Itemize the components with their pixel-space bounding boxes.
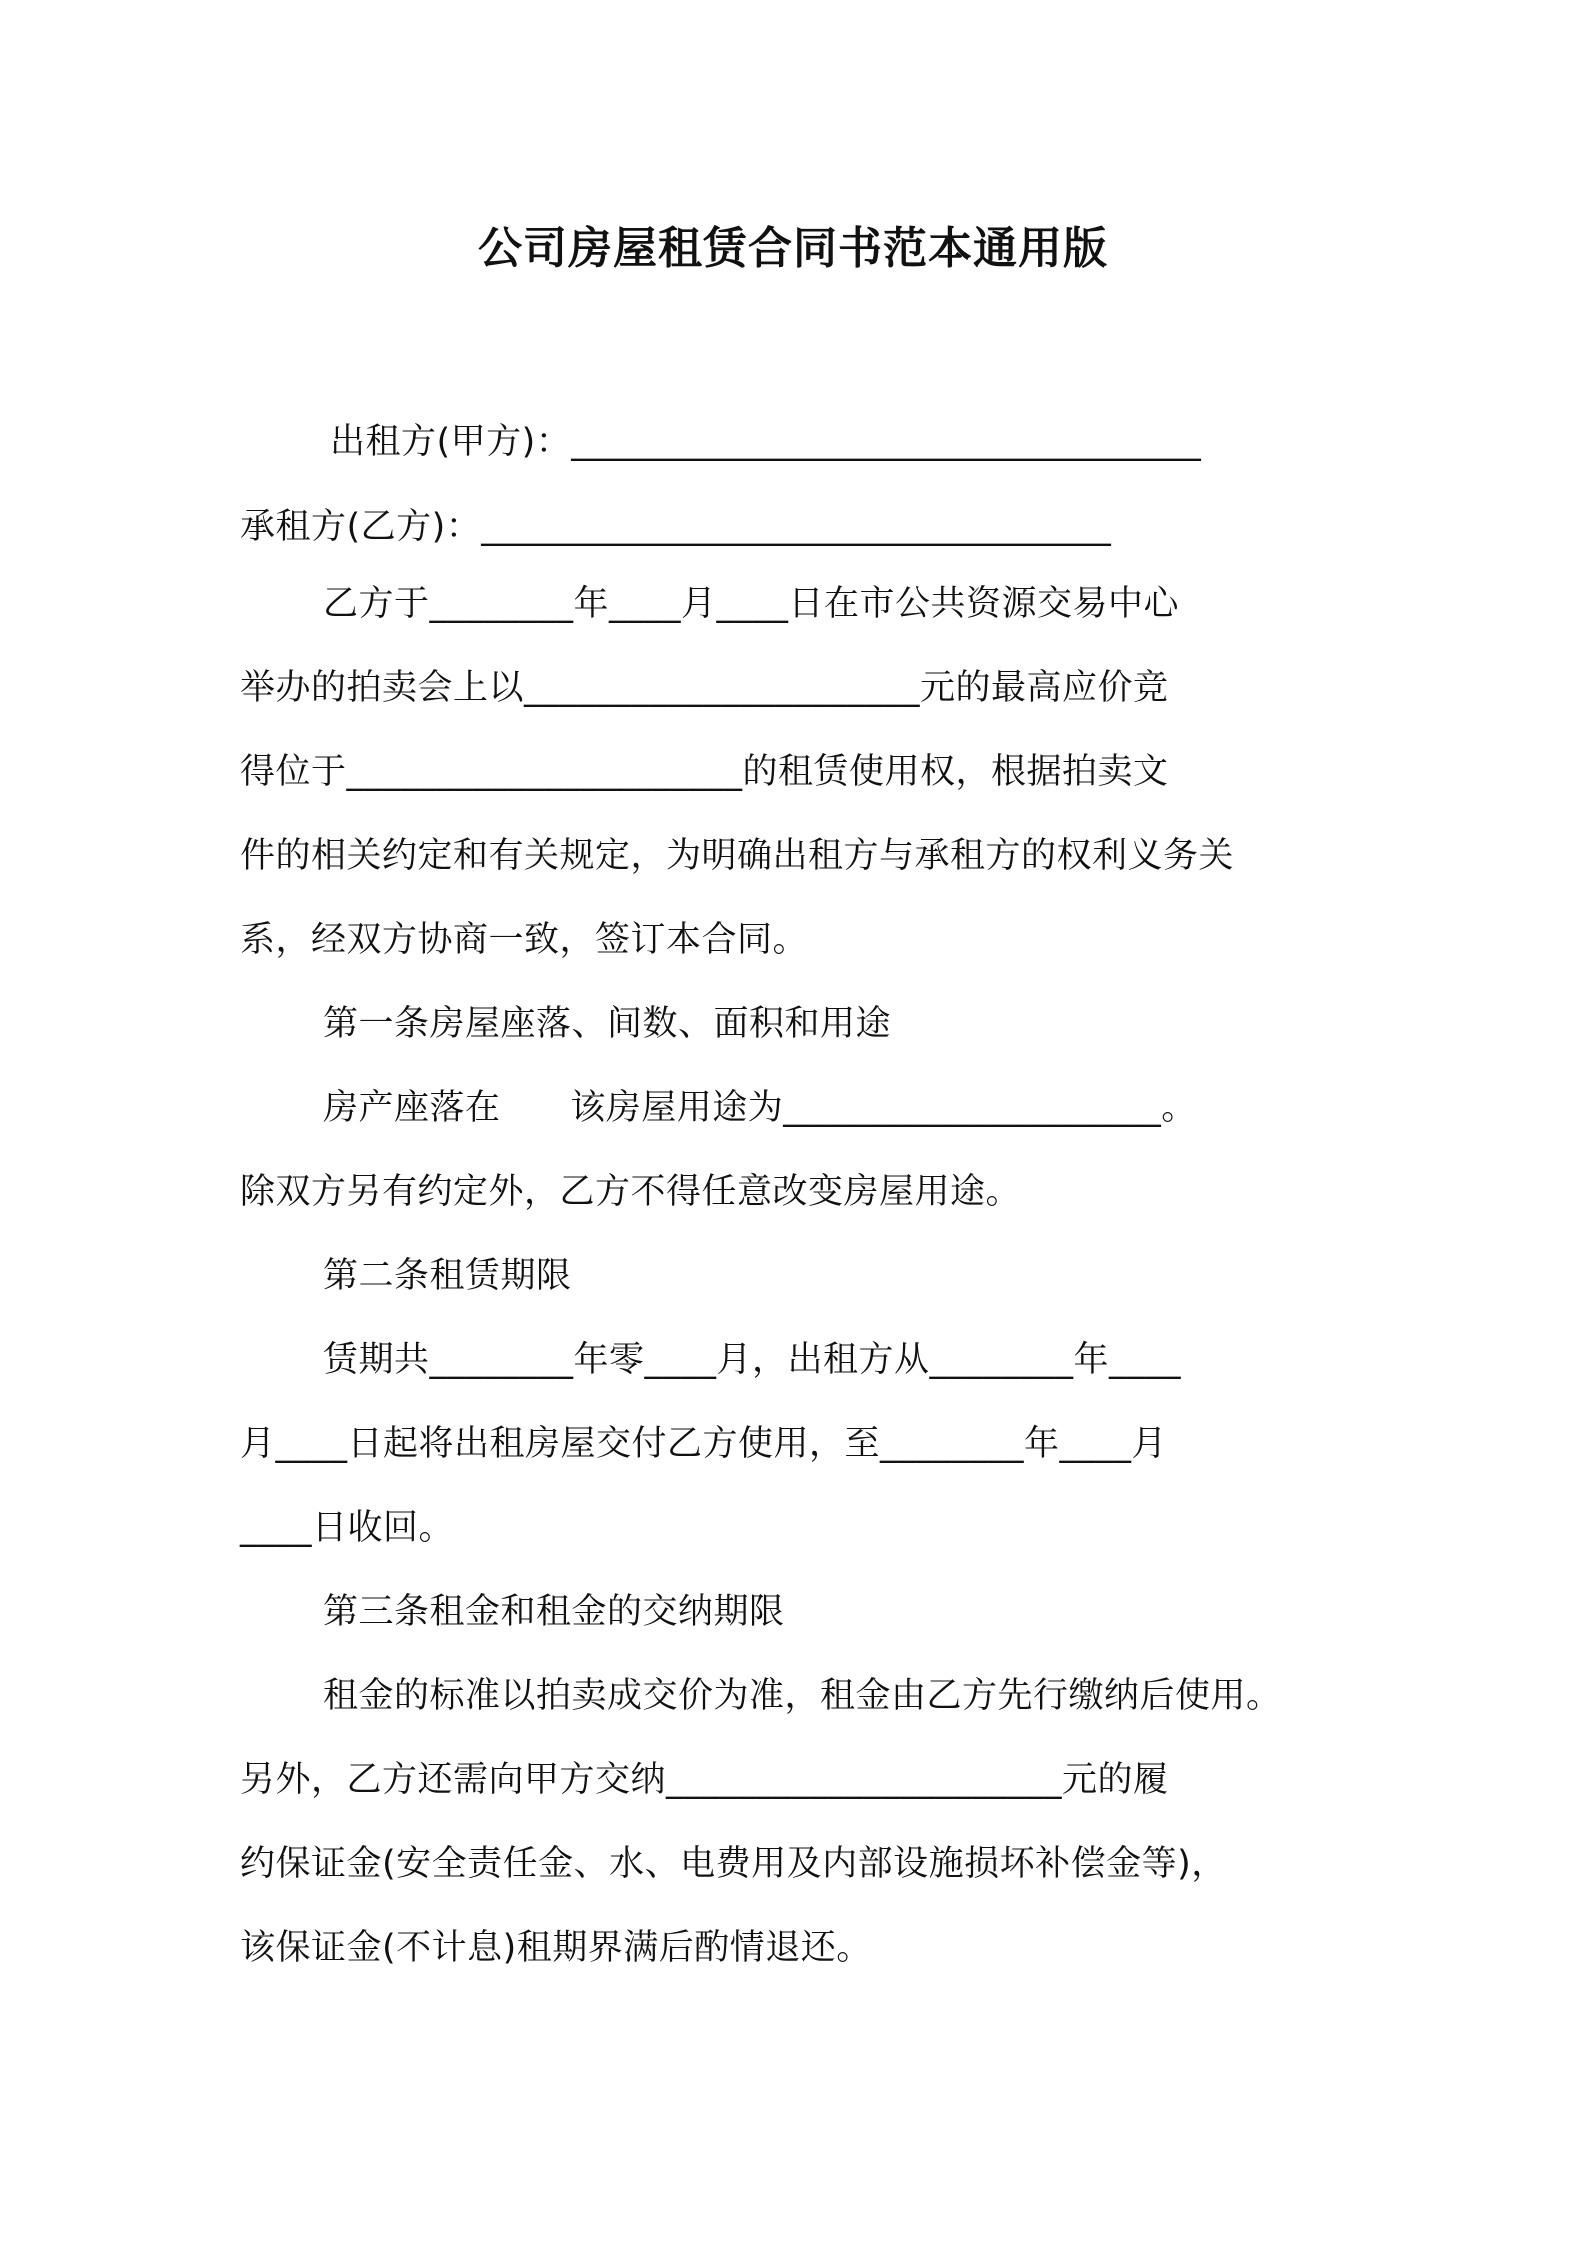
document-title: 公司房屋租赁合同书范本通用版 <box>478 223 1108 274</box>
lessor-line: 出租方(甲方)：___________________________________ <box>330 422 1202 462</box>
article-3-line-4: 该保证金(不计息)租期界满后酌情退还。 <box>240 1928 872 1968</box>
article-3-heading: 第三条租金和租金的交纳期限 <box>323 1592 785 1632</box>
intro-line-2: 举办的拍卖会上以______________________元的最高应价竞 <box>240 668 1169 708</box>
article-2-line-2: 月____日起将出租房屋交付乙方使用，至________年____月 <box>240 1424 1168 1464</box>
lessee-line: 承租方(乙方)：___________________________________ <box>240 507 1112 547</box>
intro-line-1: 乙方于________年____月____日在市公共资源交易中心 <box>323 584 1180 624</box>
article-1-line-1: 房产座落在 该房屋用途为_____________________。 <box>323 1088 1197 1128</box>
intro-line-3: 得位于______________________的租赁使用权，根据拍卖文 <box>240 752 1169 792</box>
article-2-heading: 第二条租赁期限 <box>323 1256 572 1296</box>
article-3-line-3: 约保证金(安全责任金、水、电费用及内部设施损坏补偿金等)， <box>240 1844 1227 1884</box>
intro-line-5: 系，经双方协商一致，签订本合同。 <box>240 920 809 960</box>
article-1-heading: 第一条房屋座落、间数、面积和用途 <box>323 1004 892 1044</box>
article-1-line-2: 除双方另有约定外，乙方不得任意改变房屋用途。 <box>240 1172 1022 1212</box>
intro-line-4: 件的相关约定和有关规定，为明确出租方与承租方的权利义务关 <box>240 836 1235 876</box>
article-2-line-3: ____日收回。 <box>240 1508 455 1548</box>
article-3-line-1: 租金的标准以拍卖成交价为准，租金由乙方先行缴纳后使用。 <box>323 1676 1282 1716</box>
article-2-line-1: 赁期共________年零____月，出租方从________年____ <box>323 1340 1182 1380</box>
article-3-line-2: 另外，乙方还需向甲方交纳______________________元的履 <box>240 1760 1169 1800</box>
